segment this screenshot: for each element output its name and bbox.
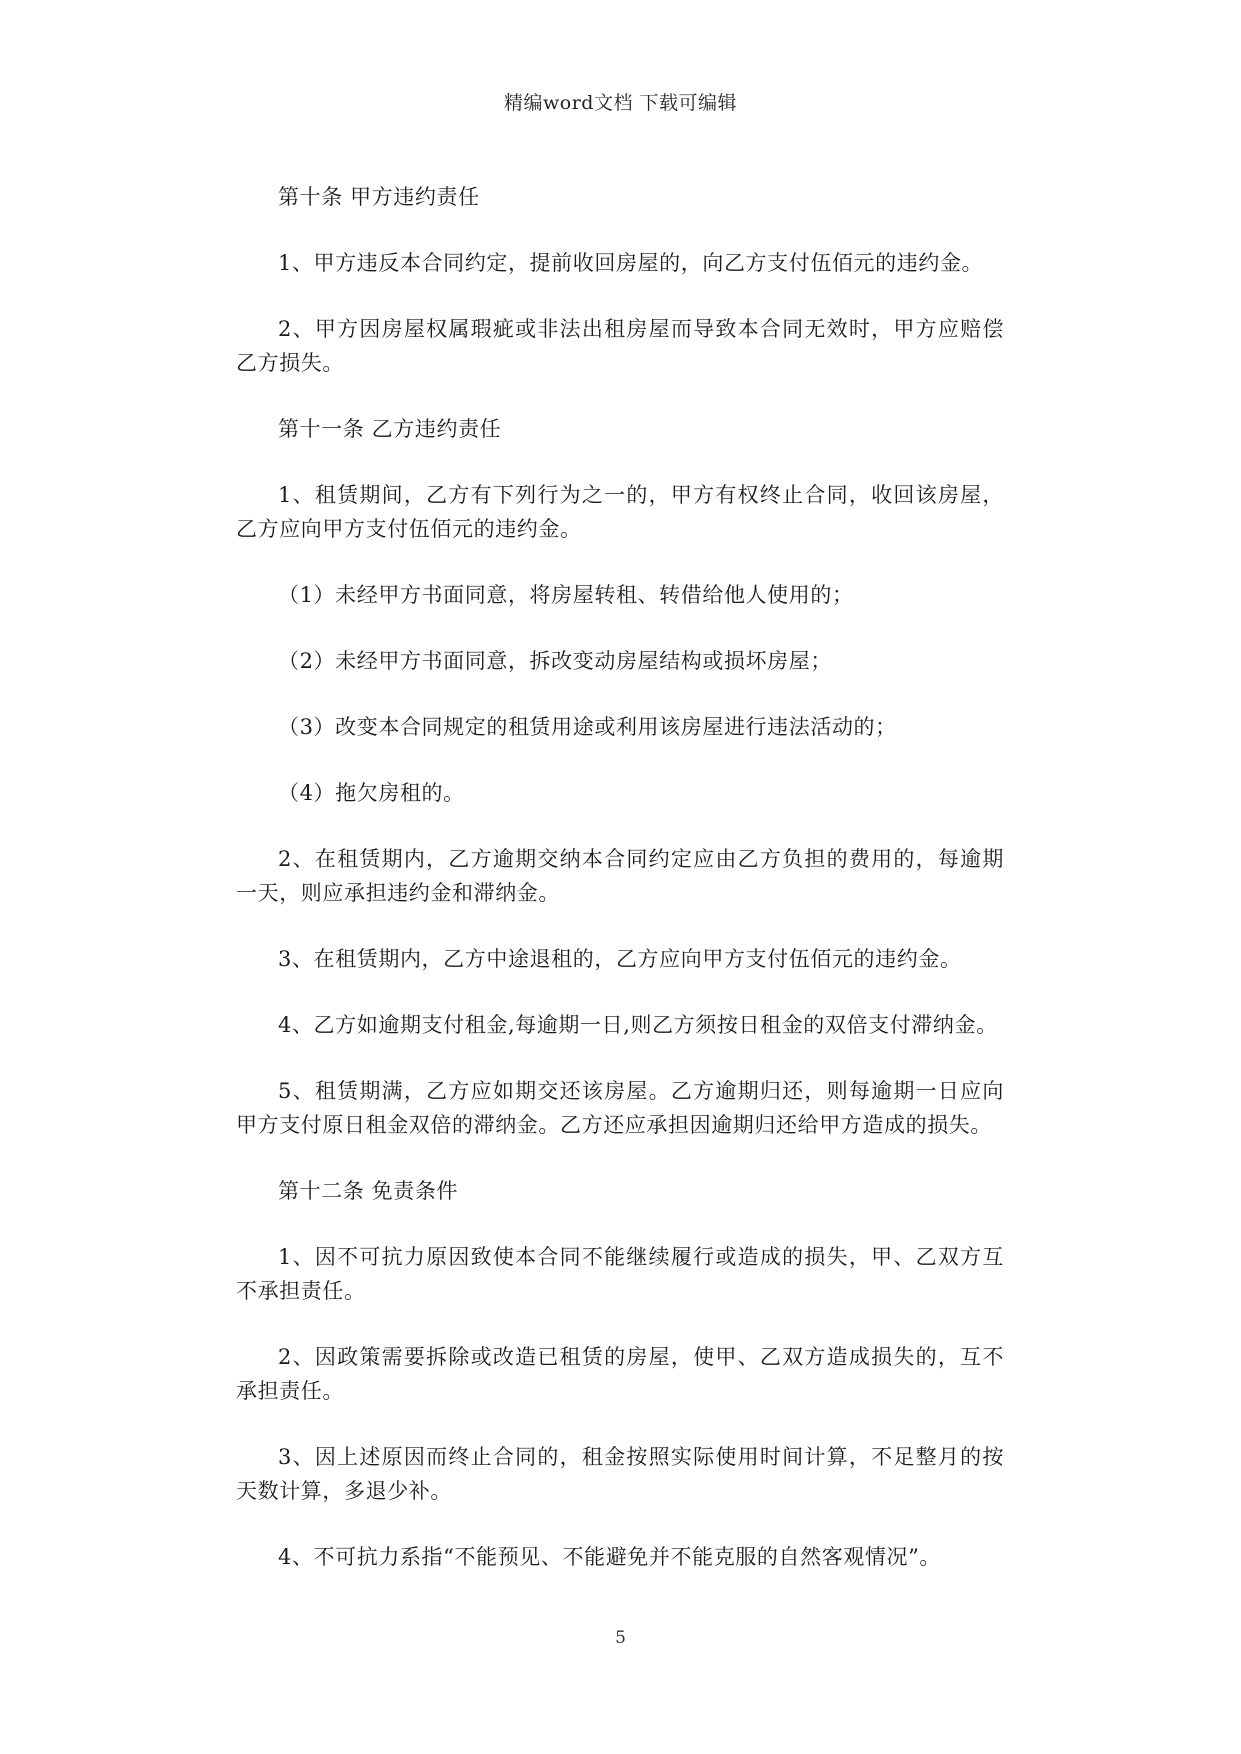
paragraph: 1、因不可抗力原因致使本合同不能继续履行或造成的损失，甲、乙双方互不承担责任。 <box>236 1245 1004 1303</box>
paragraph: 5、租赁期满，乙方应如期交还该房屋。乙方逾期归还，则每逾期一日应向甲方支付原日租金双倍的滞纳金。乙方还应承担因逾期归还给甲方造成的损失。 <box>236 1079 1004 1137</box>
page-number: 5 <box>615 1628 626 1648</box>
paragraph: 4、乙方如逾期支付租金,每逾期一日,则乙方须按日租金的双倍支付滞纳金。 <box>278 1013 998 1037</box>
paragraph: 1、租赁期间，乙方有下列行为之一的，甲方有权终止合同，收回该房屋，乙方应向甲方支付伍佰元的违约金。 <box>236 483 1004 541</box>
paragraph: 2、在租赁期内，乙方逾期交纳本合同约定应由乙方负担的费用的，每逾期一天，则应承担违约金和滞纳金。 <box>236 847 1004 905</box>
document-body <box>236 180 1004 1606</box>
section-heading: 第十一条 乙方违约责任 <box>278 417 502 441</box>
paragraph: 2、因政策需要拆除或改造已租赁的房屋，使甲、乙双方造成损失的，互不承担责任。 <box>236 1345 1004 1403</box>
list-item: （3）改变本合同规定的租赁用途或利用该房屋进行违法活动的； <box>278 715 897 739</box>
paragraph: 1、甲方违反本合同约定，提前收回房屋的，向乙方支付伍佰元的违约金。 <box>278 251 984 275</box>
page-header: 精编word文档 下载可编辑 <box>504 92 737 114</box>
list-item: （2）未经甲方书面同意，拆改变动房屋结构或损坏房屋； <box>278 649 832 673</box>
paragraph: 3、在租赁期内，乙方中途退租的，乙方应向甲方支付伍佰元的违约金。 <box>278 947 962 971</box>
paragraph: 4、不可抗力系指“不能预见、不能避免并不能克服的自然客观情况”。 <box>278 1545 942 1569</box>
paragraph: 2、甲方因房屋权属瑕疵或非法出租房屋而导致本合同无效时，甲方应赔偿乙方损失。 <box>236 317 1004 375</box>
section-heading: 第十条 甲方违约责任 <box>278 185 480 209</box>
paragraph: 3、因上述原因而终止合同的，租金按照实际使用时间计算，不足整月的按天数计算，多退少补。 <box>236 1445 1004 1503</box>
list-item: （1）未经甲方书面同意，将房屋转租、转借给他人使用的； <box>278 583 854 607</box>
list-item: （4）拖欠房租的。 <box>278 781 465 805</box>
section-heading: 第十二条 免责条件 <box>278 1179 459 1203</box>
